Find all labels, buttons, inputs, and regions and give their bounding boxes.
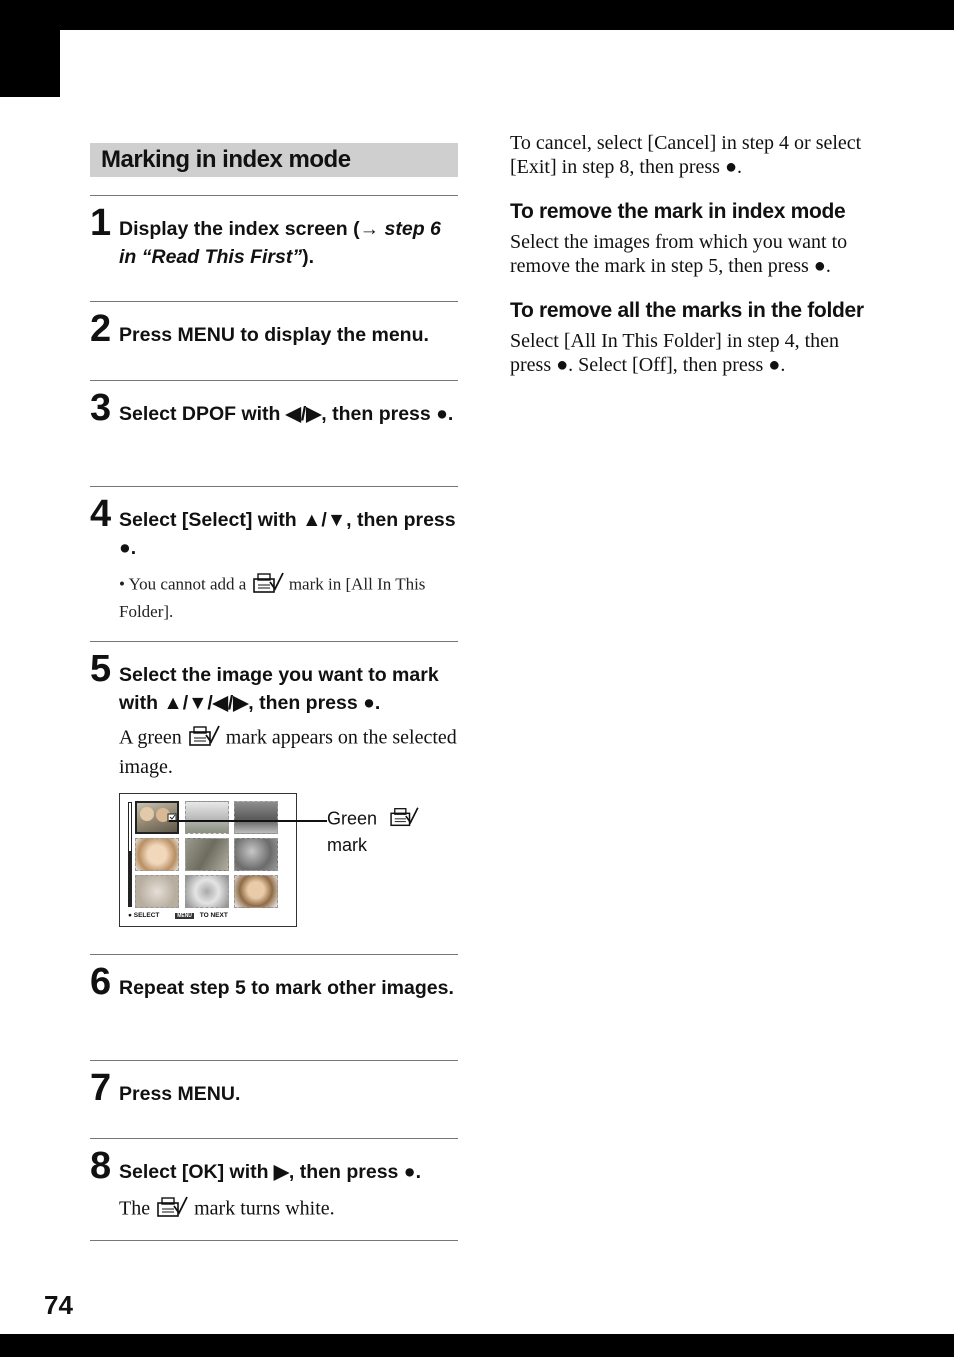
step-5 xyxy=(90,642,458,954)
step-text-part: Display the index screen (→ xyxy=(119,218,385,240)
thumbnail[interactable] xyxy=(185,838,229,871)
remove-all-heading: To remove all the marks in the folder xyxy=(510,299,864,322)
print-mark-icon xyxy=(251,570,285,601)
callout-text: mark xyxy=(327,835,367,855)
page-number: 74 xyxy=(44,1290,73,1320)
step-number: 6 xyxy=(90,961,112,1003)
remove-mark-paragraph: Select the images from which you want to remove the mark in step 5, then press ●. xyxy=(510,231,848,277)
step-text-part: ). xyxy=(302,246,315,268)
note-text: mark in [All In This Folder]. xyxy=(119,574,426,621)
step-number: 7 xyxy=(90,1067,112,1109)
cancel-paragraph: To cancel, select [Cancel] in step 4 or select [Exit] in step 8, then press ●. xyxy=(510,132,862,178)
step-text: Press MENU to display the menu. xyxy=(119,324,429,346)
section-title: Marking in index mode xyxy=(90,143,458,177)
callout-text: Green xyxy=(327,808,378,829)
select-hint: ● SELECT xyxy=(128,912,160,919)
print-mark-icon xyxy=(155,1194,189,1226)
step-text: Repeat step 5 to mark other images. xyxy=(119,977,454,999)
green-mark-callout xyxy=(327,805,420,856)
callout-line xyxy=(169,820,327,822)
step-2 xyxy=(90,302,458,380)
print-mark-icon xyxy=(187,723,221,755)
thumbnail[interactable] xyxy=(234,875,278,908)
thumbnail[interactable] xyxy=(135,875,179,908)
body-text: The xyxy=(119,1197,151,1220)
step-body xyxy=(119,723,458,779)
step-6 xyxy=(90,955,458,1060)
thumbnail[interactable] xyxy=(234,838,278,871)
thumbnail[interactable] xyxy=(135,838,179,871)
step-text: Select DPOF with ◀/▶, then press ●. xyxy=(119,403,454,425)
step-8 xyxy=(90,1139,458,1240)
step-number: 2 xyxy=(90,308,112,350)
body-text: mark appears on the selected image. xyxy=(119,726,457,778)
body-text: A green xyxy=(119,726,182,749)
scroll-thumb xyxy=(128,802,132,852)
body-text: mark turns white. xyxy=(194,1197,335,1220)
right-column xyxy=(510,131,880,377)
step-text: Select [Select] with ▲/▼, then press ●. xyxy=(119,509,456,559)
step-number: 3 xyxy=(90,387,112,429)
menu-chip: MENU xyxy=(177,913,192,919)
chapter-tab xyxy=(0,0,60,97)
step-text: Select [OK] with ▶, then press ●. xyxy=(119,1161,421,1183)
step-number: 1 xyxy=(90,202,112,244)
camera-screen xyxy=(119,793,297,927)
bottom-black-bar xyxy=(0,1334,954,1357)
thumbnail[interactable] xyxy=(185,875,229,908)
step-number: 4 xyxy=(90,493,112,535)
index-screen-illustration xyxy=(119,793,449,927)
divider xyxy=(90,1240,458,1241)
left-column xyxy=(90,143,458,1241)
print-mark-icon xyxy=(388,805,420,834)
step-note xyxy=(119,570,458,622)
step-4 xyxy=(90,487,458,641)
next-hint: TO NEXT xyxy=(199,912,228,919)
thumbnail[interactable] xyxy=(185,801,229,834)
step-text: Press MENU. xyxy=(119,1083,241,1105)
step-3 xyxy=(90,381,458,486)
step-7 xyxy=(90,1061,458,1138)
step-body xyxy=(119,1194,458,1226)
remove-all-paragraph: Select [All In This Folder] in step 4, then press ●. Select [Off], then press ●. xyxy=(510,330,840,376)
remove-mark-heading: To remove the mark in index mode xyxy=(510,200,846,223)
step-1 xyxy=(90,196,458,301)
thumbnail-selected[interactable] xyxy=(135,801,179,834)
top-black-bar xyxy=(0,0,954,30)
step-text xyxy=(119,196,458,271)
step-reference-link[interactable]: step 6 in “Read This First” xyxy=(119,218,441,268)
step-text: Select the image you want to mark with ▲/▼/◀/▶, then press ●. xyxy=(119,664,439,714)
screen-footer xyxy=(128,912,228,919)
thumbnail[interactable] xyxy=(234,801,278,834)
note-text: • You cannot add a xyxy=(119,574,247,594)
step-number: 5 xyxy=(90,648,112,690)
step-number: 8 xyxy=(90,1145,112,1187)
